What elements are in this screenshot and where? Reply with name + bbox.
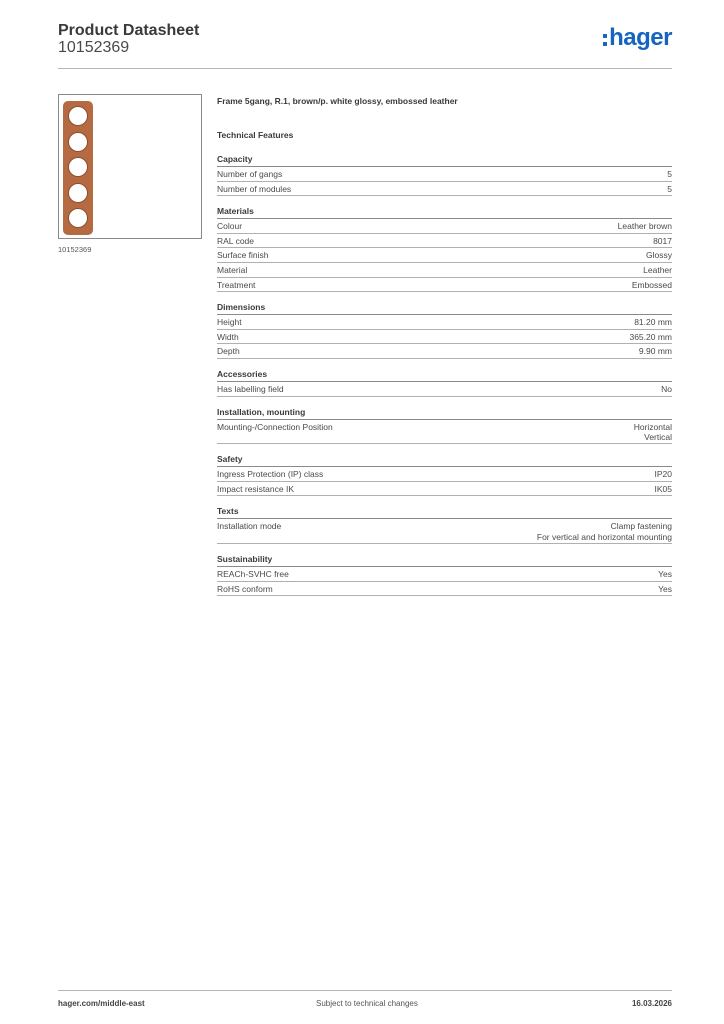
spec-value [667, 169, 672, 181]
technical-features-title: Technical Features [217, 130, 294, 140]
spec-row [217, 519, 672, 544]
spec-row [217, 315, 672, 330]
spec-label: Mounting-/Connection Position [217, 421, 333, 432]
spec-value-line: 5 [667, 169, 672, 179]
section-title: Safety [217, 453, 672, 467]
spec-label: Material [217, 264, 248, 275]
spec-value [655, 484, 673, 496]
spec-value [667, 184, 672, 196]
spec-value [655, 469, 673, 481]
frame-opening [68, 157, 88, 177]
logo-text: hager [609, 24, 672, 51]
spec-value [661, 384, 672, 396]
spec-value-line: Leather brown [617, 221, 672, 232]
spec-label: Surface finish [217, 250, 269, 261]
spec-value [639, 346, 672, 358]
spec-row [217, 467, 672, 482]
spec-row [217, 263, 672, 278]
spec-label: RAL code [217, 235, 255, 246]
spec-value-line: 5 [667, 183, 672, 194]
section-title: Installation, mounting [217, 406, 672, 420]
spec-row [217, 482, 672, 497]
spec-label: Colour [217, 221, 243, 232]
spec-section [217, 553, 672, 596]
spec-value-line: For vertical and horizontal mounting [536, 532, 672, 543]
spec-value [634, 422, 672, 444]
spec-sections [217, 153, 672, 596]
frame-opening [68, 208, 88, 228]
spec-value [632, 280, 672, 292]
spec-value [643, 265, 672, 277]
spec-row [217, 278, 672, 293]
spec-section [217, 453, 672, 496]
spec-value [658, 569, 672, 581]
spec-label: REACh-SVHC free [217, 568, 289, 579]
spec-value-line: Leather [643, 264, 672, 275]
document-title: Product Datasheet [58, 22, 200, 39]
spec-label: Depth [217, 346, 240, 357]
spec-label: Number of modules [217, 183, 292, 194]
spec-row [217, 344, 672, 359]
footer-date: 16.03.2026 [631, 999, 672, 1008]
spec-label: Number of gangs [217, 169, 283, 179]
spec-label: Treatment [217, 279, 256, 290]
spec-section [217, 205, 672, 292]
image-caption: 10152369 [58, 245, 92, 254]
spec-value-line: Yes [658, 583, 672, 594]
spec-section [217, 406, 672, 445]
spec-value-line: 8017 [653, 235, 672, 246]
spec-value-line: IP20 [654, 469, 672, 480]
spec-label: RoHS conform [217, 583, 273, 594]
section-title: Sustainability [217, 553, 672, 567]
product-description: Frame 5gang, R.1, brown/p. white glossy, embossed leather [217, 96, 458, 106]
spec-value [537, 521, 672, 543]
spec-label: Height [217, 317, 242, 328]
spec-section [217, 368, 672, 397]
section-title: Accessories [217, 368, 672, 382]
spec-value [658, 584, 672, 596]
section-title: Texts [217, 505, 672, 519]
spec-label: Impact resistance IK [217, 483, 295, 494]
spec-label: Ingress Protection (IP) class [217, 469, 324, 480]
header-divider [58, 68, 672, 69]
spec-value [618, 221, 672, 233]
spec-row [217, 582, 672, 597]
spec-value-line: No [661, 383, 672, 394]
spec-value-line: Yes [658, 568, 672, 579]
page-header [58, 22, 672, 70]
spec-value [646, 250, 672, 262]
spec-section [217, 301, 672, 359]
spec-value-line: Vertical [644, 432, 672, 443]
spec-row [217, 167, 672, 182]
section-title: Dimensions [217, 301, 672, 315]
spec-value-line: Glossy [646, 250, 672, 261]
spec-row [217, 330, 672, 345]
footer-notice: Subject to technical changes [316, 999, 418, 1008]
spec-value [653, 236, 672, 248]
section-title: Capacity [217, 153, 672, 167]
spec-label: Width [217, 331, 239, 342]
spec-row [217, 420, 672, 445]
spec-value-line: Embossed [631, 279, 672, 290]
spec-value [634, 317, 672, 329]
spec-value-line: 81.20 mm [634, 317, 672, 328]
spec-value-line: 9.90 mm [638, 346, 672, 357]
section-title: Materials [217, 205, 672, 219]
spec-row [217, 234, 672, 249]
spec-label: Has labelling field [217, 383, 284, 394]
footer-divider [58, 990, 672, 991]
spec-section [217, 153, 672, 196]
document-number: 10152369 [58, 39, 130, 56]
spec-row [217, 182, 672, 197]
spec-label: Installation mode [217, 521, 282, 532]
hager-logo [603, 26, 672, 50]
frame-opening [68, 106, 88, 126]
spec-value-line: Clamp fastening [610, 521, 672, 532]
spec-section [217, 505, 672, 544]
spec-row [217, 382, 672, 397]
spec-value-line: IK05 [654, 483, 672, 494]
spec-row [217, 567, 672, 582]
frame-5gang-image [63, 101, 93, 235]
frame-opening [68, 132, 88, 152]
spec-value [629, 332, 672, 344]
logo-dots-icon [603, 34, 607, 46]
spec-value-line: Horizontal [633, 421, 672, 432]
spec-row [217, 219, 672, 234]
spec-row [217, 248, 672, 263]
footer-website: hager.com/middle-east [58, 999, 145, 1008]
spec-value-line: 365.20 mm [629, 331, 672, 342]
technical-content [217, 96, 672, 596]
product-image [58, 94, 202, 239]
frame-opening [68, 183, 88, 203]
